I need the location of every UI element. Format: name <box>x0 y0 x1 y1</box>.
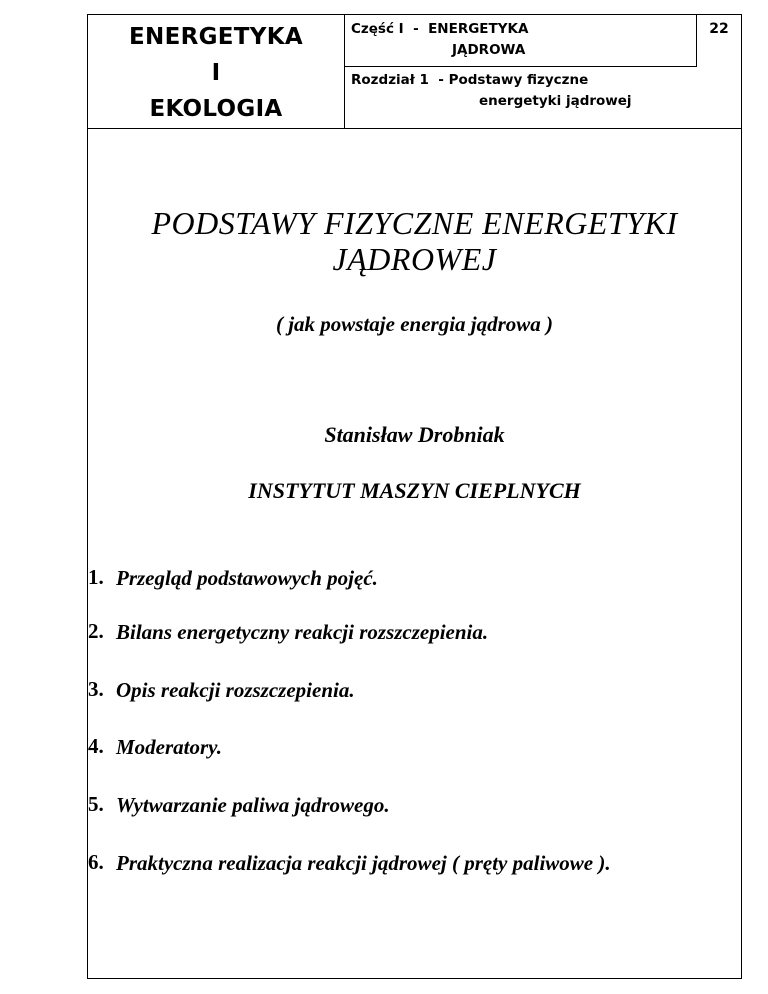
list-item-text: Praktyczna realizacja reakcji jądrowej ( pręty paliwowe ). <box>116 851 611 875</box>
list-item-text: Wytwarzanie paliwa jądrowego. <box>116 793 390 817</box>
document-subtitle: ( jak powstaje energia jądrowa ) <box>275 312 554 336</box>
list-item-text: Przegląd podstawowych pojęć. <box>116 566 378 590</box>
course-title-line: EKOLOGIA <box>149 96 283 122</box>
page-number: 22 <box>709 21 729 37</box>
list-item-number: 3. <box>88 677 104 701</box>
list-item-number: 2. <box>88 619 104 643</box>
document-title <box>88 205 741 277</box>
list-item-number: 1. <box>88 565 104 589</box>
author-name: Stanisław Drobniak <box>324 422 505 447</box>
course-title-line: ENERGETYKA <box>129 24 303 50</box>
chapter-box <box>345 67 741 128</box>
institute-name: INSTYTUT MASZYN CIEPLNYCH <box>248 478 581 503</box>
part-box <box>345 15 697 67</box>
list-item-text: Opis reakcji rozszczepienia. <box>116 678 355 702</box>
list-item-text: Moderatory. <box>116 735 222 759</box>
page-header <box>88 15 741 129</box>
course-title-box <box>88 15 345 128</box>
document-page <box>87 14 742 979</box>
chapter-label-line1: Rozdział 1 - Podstawy fizyczne <box>351 72 589 88</box>
list-item-number: 6. <box>88 850 104 874</box>
title-line: PODSTAWY FIZYCZNE ENERGETYKI <box>151 205 678 241</box>
part-label-line2: JĄDROWA <box>452 42 526 58</box>
list-item-text: Bilans energetyczny reakcji rozszczepienia. <box>116 620 489 644</box>
title-line: JĄDROWEJ <box>332 241 497 277</box>
chapter-label-line2: energetyki jądrowej <box>479 93 632 109</box>
part-label-line1: Część I - ENERGETYKA <box>351 21 529 37</box>
list-item-number: 4. <box>88 734 104 758</box>
course-title-line: I <box>211 60 221 86</box>
list-item-number: 5. <box>88 792 104 816</box>
